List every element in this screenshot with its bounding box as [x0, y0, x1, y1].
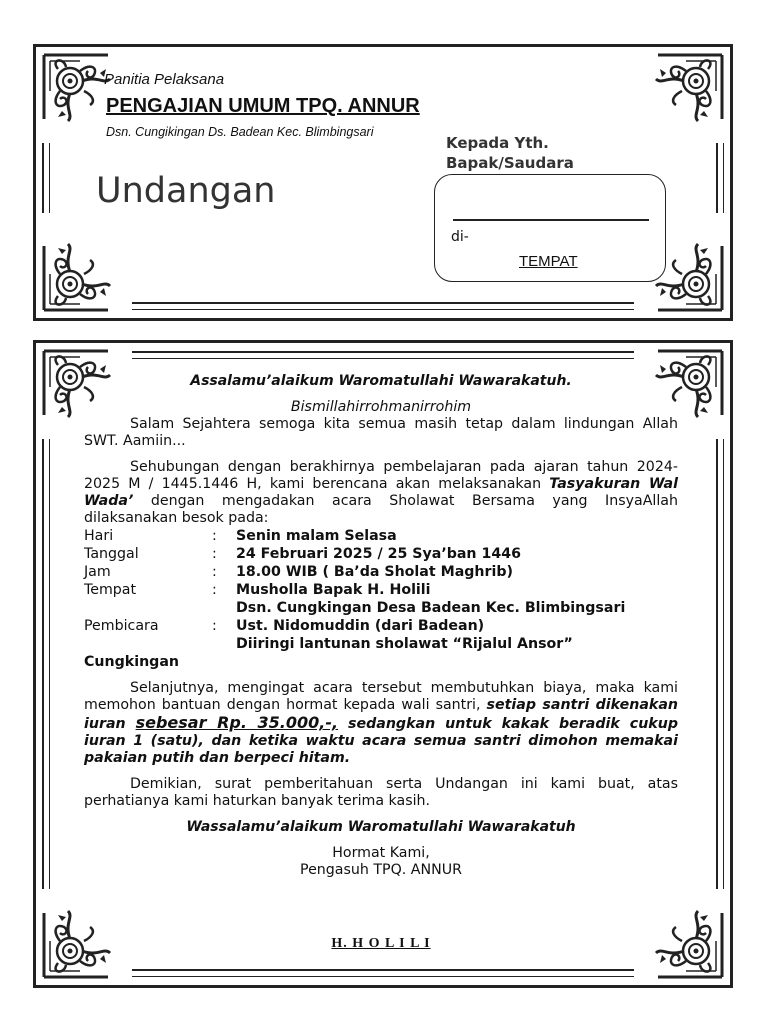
border-rule — [132, 302, 634, 310]
closing-greeting: Wassalamu’alaikum Waromatullahi Wawarakatuh — [186, 819, 576, 835]
detail-label — [84, 635, 212, 653]
detail-row — [84, 617, 625, 635]
detail-label: Tanggal — [84, 546, 139, 562]
paragraph-greeting: Salam Sejahtera semoga kita semua masih tetap dalam lindungan Allah SWT. Aamiin... — [84, 416, 678, 449]
paragraph-contribution — [84, 680, 678, 767]
detail-separator: : — [212, 582, 217, 598]
invitation-title: Undangan — [96, 171, 276, 211]
detail-value: Diiringi lantunan sholawat “Rijalul Ansor” — [236, 636, 573, 652]
signatory-name: H. H O L I L I — [331, 936, 431, 951]
detail-label: Pembicara — [84, 618, 159, 634]
event-details-table — [84, 527, 625, 653]
border-rule — [42, 439, 50, 889]
detail-row — [84, 635, 625, 653]
contribution-text: Selanjutnya, mengingat acara tersebut membutuhkan biaya, maka kami memohon bantuan dengan hormat kepada wali santri, — [84, 680, 678, 713]
invitation-header-card — [33, 44, 733, 321]
ornament-corner-icon — [40, 51, 112, 123]
announcement-text: Sehubungan dengan berakhirnya pembelajaran pada ajaran tahun 2024-2025 M / 1445.1446 H, kami berencana akan melaksanakan — [84, 459, 678, 492]
ornament-corner-icon — [40, 242, 112, 314]
contribution-emphasis-cont: sedangkan untuk kakak beradik cukup iuran 1 (satu), dan ketika waktu acara semua santri dimohon memakai pakaian putih dan berpeci hitam. — [84, 716, 678, 766]
committee-label: Panitia Pelaksana — [104, 71, 225, 88]
detail-row — [84, 563, 625, 581]
detail-value: 18.00 WIB ( Ba’da Sholat Maghrib) — [236, 564, 514, 580]
signatory-title: Pengasuh TPQ. ANNUR — [300, 862, 462, 878]
border-rule — [132, 351, 634, 359]
detail-value: Dsn. Cungkingan Desa Badean Kec. Blimbingsari — [236, 600, 626, 616]
recipient-heading-line2: Bapak/Saudara — [446, 154, 574, 172]
recipient-di-label: di- — [451, 229, 469, 245]
bismillah-text: Bismillahirrohmanirrohim — [290, 399, 472, 415]
recipient-address-box — [434, 174, 666, 282]
invitation-letter-card — [33, 340, 733, 988]
detail-row — [84, 599, 625, 617]
organization-address: Dsn. Cungikingan Ds. Badean Kec. Blimbingsari — [106, 125, 374, 139]
detail-value: Musholla Bapak H. Holili — [236, 582, 431, 598]
detail-separator: : — [212, 618, 217, 634]
detail-row — [84, 545, 625, 563]
location-continuation: Cungkingan — [84, 654, 179, 670]
opening-greeting: Assalamu’alaikum Waromatullahi Wawarakatuh. — [190, 373, 572, 389]
detail-label: Tempat — [84, 582, 137, 598]
border-rule — [716, 143, 724, 213]
detail-row — [84, 527, 625, 545]
ornament-corner-icon — [654, 51, 726, 123]
detail-value: Ust. Nidomuddin (dari Badean) — [236, 618, 485, 634]
detail-value: Senin malam Selasa — [236, 528, 397, 544]
detail-separator: : — [212, 528, 217, 544]
regards-label: Hormat Kami, — [332, 845, 430, 861]
border-rule — [42, 143, 50, 213]
detail-label — [84, 599, 212, 617]
letter-content — [84, 373, 678, 952]
recipient-name-line — [453, 219, 649, 221]
recipient-place-label: TEMPAT — [519, 253, 578, 270]
paragraph-announcement — [84, 459, 678, 527]
recipient-heading — [446, 133, 596, 173]
detail-separator — [212, 599, 236, 617]
event-name: Tasyakuran Wal Wada’ — [84, 476, 678, 509]
detail-separator: : — [212, 546, 217, 562]
paragraph-closing: Demikian, surat pemberitahuan serta Undangan ini kami buat, atas perhatianya kami haturkan banyak terima kasih. — [84, 776, 678, 809]
organization-title: PENGAJIAN UMUM TPQ. ANNUR — [106, 95, 420, 117]
announcement-text-cont: dengan mengadakan acara Sholawat Bersama yang InsyaAllah dilaksanakan besok pada: — [84, 493, 678, 526]
detail-separator: : — [212, 564, 217, 580]
contribution-emphasis: setiap santri dikenakan iuran — [84, 697, 678, 732]
detail-label: Hari — [84, 528, 114, 544]
border-rule — [716, 439, 724, 889]
detail-value: 24 Februari 2025 / 25 Sya’ban 1446 — [236, 546, 521, 562]
recipient-heading-line1: Kepada Yth. — [446, 134, 549, 152]
detail-label: Jam — [84, 564, 111, 580]
detail-row — [84, 581, 625, 599]
border-rule — [132, 969, 634, 977]
contribution-amount: sebesar Rp. 35.000,-, — [135, 713, 339, 732]
detail-separator — [212, 635, 236, 653]
